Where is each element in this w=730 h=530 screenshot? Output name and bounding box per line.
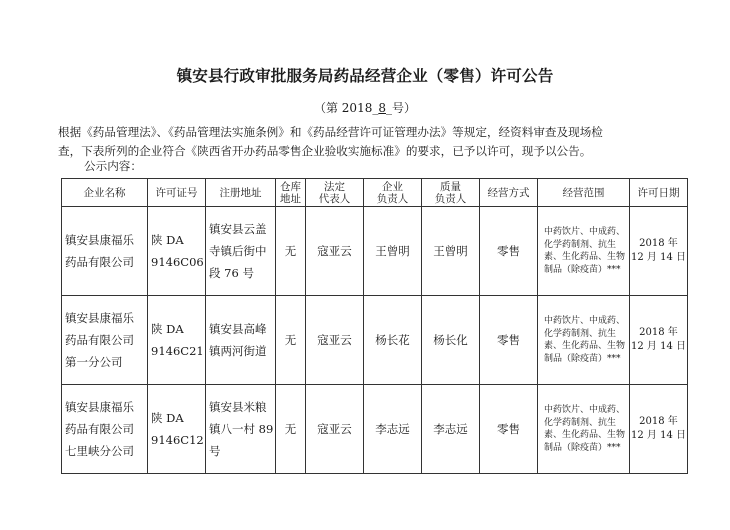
doc-number-value: 8 bbox=[378, 101, 386, 115]
header-mode: 经营方式 bbox=[480, 179, 538, 207]
cell-enterprise-head: 李志远 bbox=[364, 385, 422, 474]
cell-date: 2018 年 12 月 14 日 bbox=[630, 207, 688, 296]
cell-legal-rep: 寇亚云 bbox=[306, 296, 364, 385]
cell-warehouse: 无 bbox=[276, 296, 306, 385]
cell-date: 2018 年 12 月 14 日 bbox=[630, 385, 688, 474]
doc-number-prefix: （第 2018_ bbox=[313, 101, 379, 115]
header-license: 许可证号 bbox=[148, 179, 206, 207]
cell-enterprise-head: 杨长花 bbox=[364, 296, 422, 385]
header-warehouse: 仓库 地址 bbox=[276, 179, 306, 207]
cell-license: 陕 DA 9146C21 bbox=[148, 296, 206, 385]
cell-company: 镇安县康福乐 药品有限公司 第一分公司 bbox=[62, 296, 148, 385]
intro-paragraph-line-2: 查，下表所列的企业符合《陕西省开办药品零售企业验收实施标准》的要求，已予以许可，现予以公告。 bbox=[58, 144, 592, 158]
header-date: 许可日期 bbox=[630, 179, 688, 207]
cell-quality-head: 杨长化 bbox=[422, 296, 480, 385]
cell-quality-head: 李志远 bbox=[422, 385, 480, 474]
cell-warehouse: 无 bbox=[276, 385, 306, 474]
cell-license: 陕 DA 9146C06 bbox=[148, 207, 206, 296]
doc-number-suffix: _号） bbox=[385, 101, 416, 115]
document-number bbox=[0, 99, 730, 116]
cell-mode: 零售 bbox=[480, 207, 538, 296]
license-table bbox=[61, 178, 688, 474]
header-legal-rep: 法定 代表人 bbox=[306, 179, 364, 207]
cell-address: 镇安县高峰 镇两河街道 bbox=[206, 296, 276, 385]
header-enterprise-head: 企业 负责人 bbox=[364, 179, 422, 207]
cell-scope: 中药饮片、中成药、 化学药制剂、抗生 素、生化药品、生物 制品（除疫苗）*** bbox=[538, 207, 630, 296]
cell-scope: 中药饮片、中成药、 化学药制剂、抗生 素、生化药品、生物 制品（除疫苗）*** bbox=[538, 385, 630, 474]
cell-mode: 零售 bbox=[480, 385, 538, 474]
table-row bbox=[62, 385, 688, 474]
cell-address: 镇安县云盖 寺镇后街中 段 76 号 bbox=[206, 207, 276, 296]
header-quality-head: 质量 负责人 bbox=[422, 179, 480, 207]
cell-address: 镇安县米粮 镇八一村 89 号 bbox=[206, 385, 276, 474]
cell-legal-rep: 寇亚云 bbox=[306, 207, 364, 296]
cell-scope: 中药饮片、中成药、 化学药制剂、抗生 素、生化药品、生物 制品（除疫苗）*** bbox=[538, 296, 630, 385]
cell-company: 镇安县康福乐 药品有限公司 七里峡分公司 bbox=[62, 385, 148, 474]
cell-mode: 零售 bbox=[480, 296, 538, 385]
header-scope: 经营范围 bbox=[538, 179, 630, 207]
table-row bbox=[62, 296, 688, 385]
table-header-row bbox=[62, 179, 688, 207]
cell-date: 2018 年 12 月 14 日 bbox=[630, 296, 688, 385]
table-row bbox=[62, 207, 688, 296]
disclosure-label: 公示内容： bbox=[84, 159, 142, 173]
intro-paragraph-line-1: 根据《药品管理法》、《药品管理法实施条例》和《药品经营许可证管理办法》等规定，经资料审查及现场检 bbox=[58, 125, 603, 139]
header-address: 注册地址 bbox=[206, 179, 276, 207]
cell-company: 镇安县康福乐 药品有限公司 bbox=[62, 207, 148, 296]
cell-license: 陕 DA 9146C12 bbox=[148, 385, 206, 474]
header-company: 企业名称 bbox=[62, 179, 148, 207]
cell-warehouse: 无 bbox=[276, 207, 306, 296]
cell-quality-head: 王曾明 bbox=[422, 207, 480, 296]
cell-legal-rep: 寇亚云 bbox=[306, 385, 364, 474]
announcement-title: 镇安县行政审批服务局药品经营企业（零售）许可公告 bbox=[176, 67, 554, 85]
cell-enterprise-head: 王曾明 bbox=[364, 207, 422, 296]
